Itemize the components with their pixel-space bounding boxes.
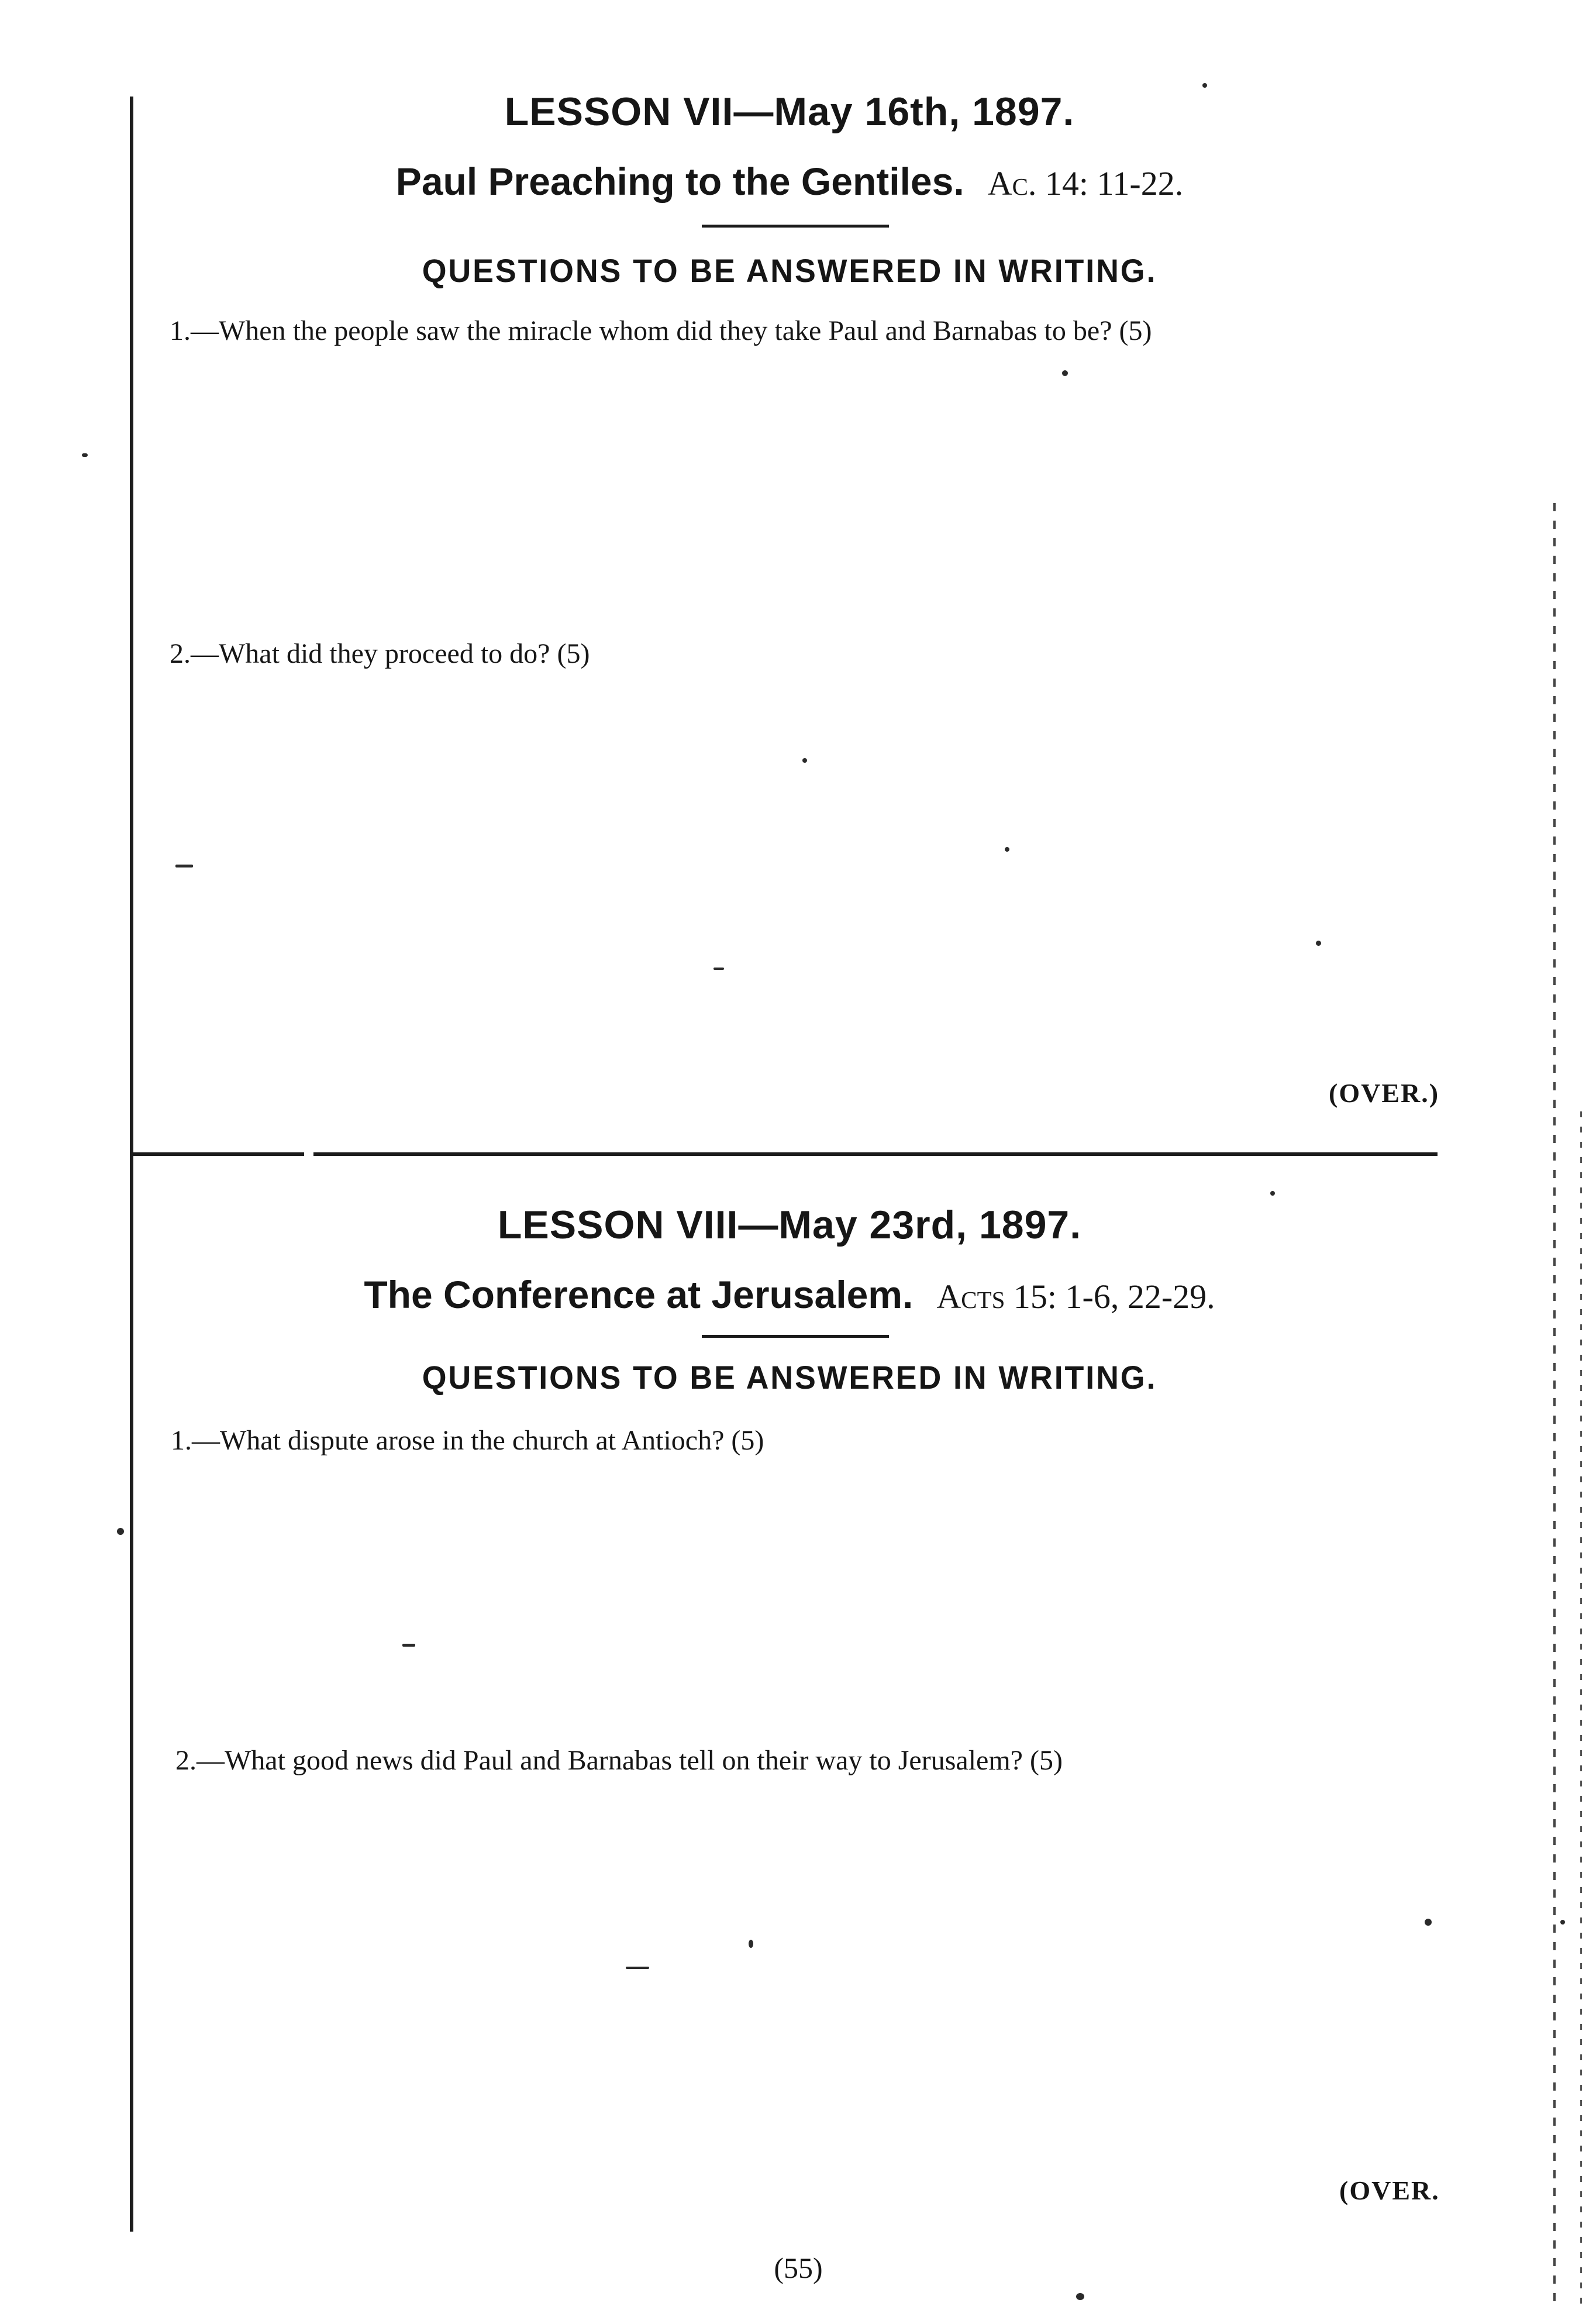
over-note: (OVER. [1339,2175,1440,2205]
section-divider [133,1152,1438,1156]
scan-speck [175,865,193,867]
scan-speck [1425,1919,1432,1926]
scan-speck [1076,2293,1084,2300]
scan-speck [626,1967,649,1969]
scan-speck [1316,941,1321,946]
scripture-reference: Ac. 14: 11-22. [987,164,1184,202]
scan-speck [117,1528,124,1535]
scan-speck [802,758,807,763]
question-text: 1.—What dispute arose in the church at Antioch? (5) [171,1425,764,1456]
left-margin-rule [130,97,133,2232]
scan-speck [1560,1920,1565,1925]
title-rule [702,225,889,228]
lesson-heading: LESSON VII—May 16th, 1897. [504,89,1075,134]
scan-speck [713,968,724,970]
scripture-reference: Acts 15: 1-6, 22-29. [936,1278,1215,1316]
scan-speck [82,453,88,457]
page-number: (55) [774,2252,823,2284]
scan-speck [1270,1191,1275,1196]
lesson-title: The Conference at Jerusalem. [364,1273,914,1316]
question-text: 2.—What good news did Paul and Barnabas tell on their way to Jerusalem? (5) [175,1745,1063,1776]
scan-speck [1005,847,1009,852]
question-text: 1.—When the people saw the miracle whom did they take Paul and Barnabas to be? (5) [170,315,1152,346]
title-rule [702,1335,889,1338]
questions-banner: QUESTIONS TO BE ANSWERED IN WRITING. [422,252,1157,289]
lesson-subject [135,1272,1445,1318]
divider-gap [304,1150,313,1157]
scan-speck [749,1940,753,1948]
questions-banner: QUESTIONS TO BE ANSWERED IN WRITING. [422,1359,1157,1396]
scan-speck [402,1644,415,1647]
lesson-title: Paul Preaching to the Gentiles. [395,160,964,203]
right-edge-marks [1580,1111,1582,2310]
question-text: 2.—What did they proceed to do? (5) [170,638,590,669]
over-note: (OVER.) [1329,1078,1440,1108]
scan-speck [1062,370,1068,376]
scan-speck [1202,83,1207,88]
right-edge-marks [1553,503,1556,2310]
lesson-subject [135,159,1445,205]
lesson-heading: LESSON VIII—May 23rd, 1897. [497,1203,1082,1247]
